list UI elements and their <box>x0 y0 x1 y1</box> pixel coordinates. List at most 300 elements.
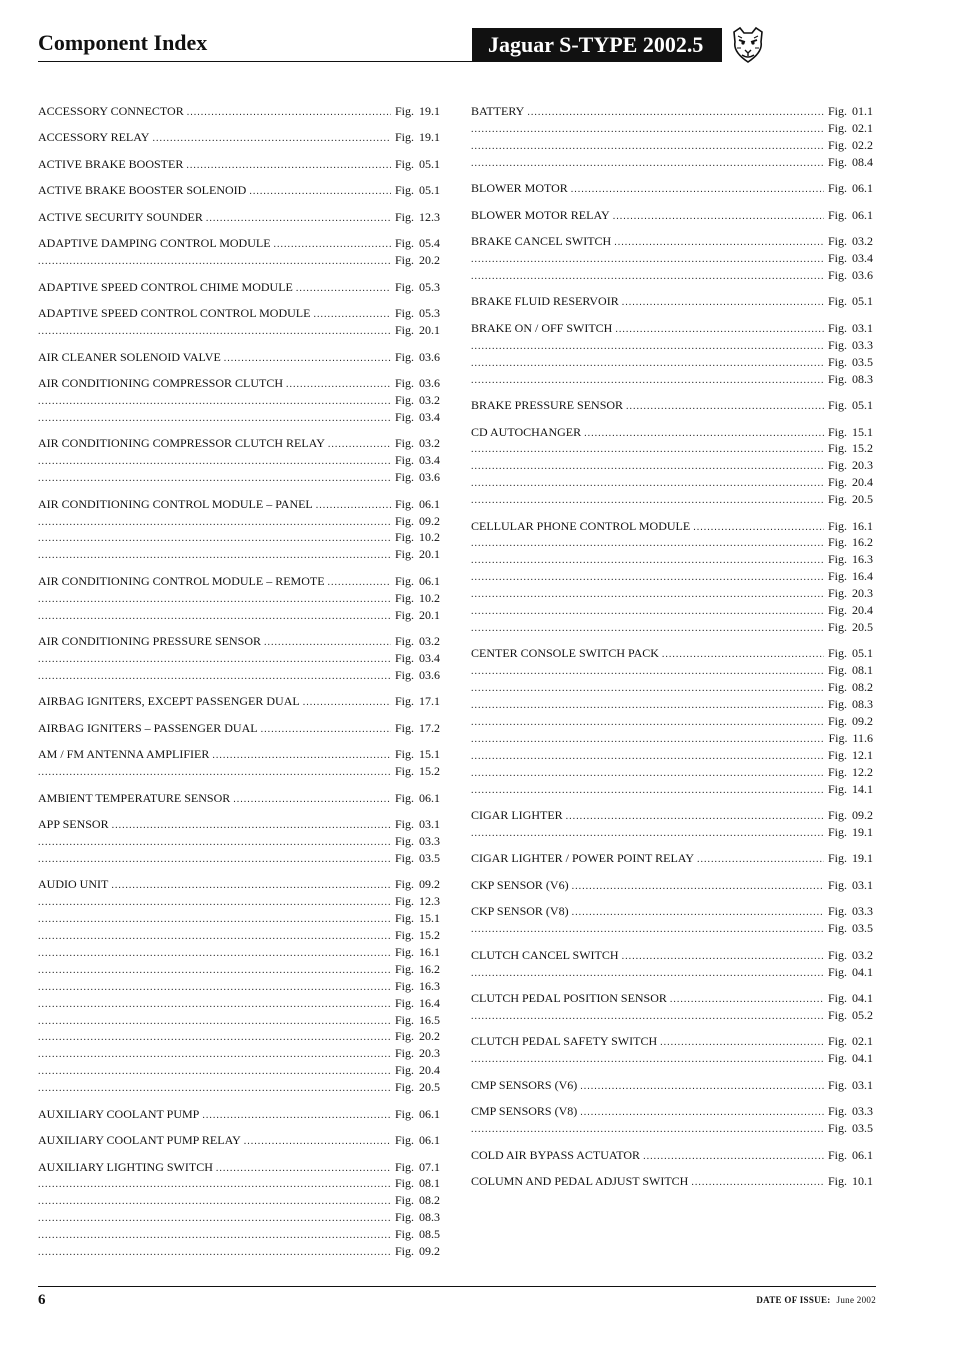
dot-leader <box>622 949 824 966</box>
figure-reference: Fig. 08.5 <box>394 1227 440 1242</box>
dot-leader <box>38 548 391 565</box>
dot-leader <box>38 997 391 1014</box>
index-line <box>38 763 440 780</box>
index-entry <box>38 693 440 710</box>
figure-reference: Fig. 04.1 <box>827 991 873 1006</box>
dot-leader <box>296 281 391 298</box>
index-line <box>38 496 440 513</box>
dot-leader <box>38 515 391 532</box>
component-name: AIR CONDITIONING CONTROL MODULE – PANEL <box>38 496 313 511</box>
index-line <box>471 824 873 841</box>
index-entry <box>38 633 440 684</box>
dot-leader <box>471 536 824 553</box>
figure-reference: Fig. 05.4 <box>394 236 440 251</box>
figure-reference: Fig. 17.1 <box>394 694 440 709</box>
index-line <box>471 730 873 747</box>
index-line <box>38 1045 440 1062</box>
figure-reference: Fig. 15.1 <box>394 911 440 926</box>
index-line <box>471 293 873 310</box>
index-entry <box>38 573 440 624</box>
dot-leader <box>580 1105 824 1122</box>
index-line <box>471 781 873 798</box>
index-line <box>38 182 440 199</box>
figure-reference: Fig. 08.1 <box>394 1176 440 1191</box>
dot-leader <box>697 852 824 869</box>
section-title: Component Index <box>38 30 208 55</box>
dot-leader <box>615 322 824 339</box>
dot-leader <box>527 105 824 122</box>
figure-reference: Fig. 03.1 <box>394 817 440 832</box>
index-entry <box>471 1033 873 1067</box>
dot-leader <box>38 454 391 471</box>
index-line <box>38 279 440 296</box>
index-line <box>38 995 440 1012</box>
component-name: ACTIVE BRAKE BOOSTER SOLENOID <box>38 183 247 198</box>
index-line <box>471 713 873 730</box>
figure-reference: Fig. 20.1 <box>394 607 440 622</box>
figure-reference: Fig. 12.2 <box>827 764 873 779</box>
index-line <box>38 1209 440 1226</box>
component-name: AUXILIARY COOLANT PUMP RELAY <box>38 1133 241 1148</box>
dot-leader <box>38 963 391 980</box>
component-name: AM / FM ANTENNA AMPLIFIER <box>38 747 210 762</box>
index-line <box>471 764 873 781</box>
component-name: CIGAR LIGHTER / POWER POINT RELAY <box>471 851 695 866</box>
figure-reference: Fig. 04.1 <box>827 964 873 979</box>
figure-reference: Fig. 10.2 <box>394 590 440 605</box>
dot-leader <box>471 1009 824 1026</box>
index-line <box>38 305 440 322</box>
index-line <box>471 424 873 441</box>
dot-leader <box>224 351 391 368</box>
figure-reference: Fig. 03.6 <box>394 349 440 364</box>
index-column-right <box>471 103 873 1200</box>
figure-reference: Fig. 09.2 <box>827 713 873 728</box>
component-name: AMBIENT TEMPERATURE SENSOR <box>38 790 231 805</box>
index-line <box>38 209 440 226</box>
dot-leader <box>471 356 824 373</box>
dot-leader <box>38 669 391 686</box>
figure-reference: Fig. 20.4 <box>827 475 873 490</box>
index-entry <box>38 349 440 366</box>
index-line <box>471 1147 873 1164</box>
component-name: CKP SENSOR (V6) <box>471 877 569 892</box>
dot-leader <box>471 698 824 715</box>
index-line <box>471 807 873 824</box>
figure-reference: Fig. 15.2 <box>394 928 440 943</box>
footer-rule <box>38 1286 876 1287</box>
index-entry <box>471 233 873 284</box>
index-line <box>471 679 873 696</box>
component-name: COLUMN AND PEDAL ADJUST SWITCH <box>471 1174 689 1189</box>
index-line <box>38 607 440 624</box>
index-line <box>471 1007 873 1024</box>
dot-leader <box>566 809 824 826</box>
index-entry <box>471 1173 873 1190</box>
figure-reference: Fig. 16.5 <box>394 1012 440 1027</box>
figure-reference: Fig. 02.1 <box>827 1034 873 1049</box>
index-line <box>471 207 873 224</box>
dot-leader <box>186 158 391 175</box>
figure-reference: Fig. 03.2 <box>394 393 440 408</box>
figure-reference: Fig. 11.6 <box>828 730 873 745</box>
index-line <box>38 409 440 426</box>
index-entry <box>38 279 440 296</box>
component-name: CMP SENSORS (V8) <box>471 1104 578 1119</box>
dot-leader <box>38 912 391 929</box>
index-line <box>471 1033 873 1050</box>
figure-reference: Fig. 03.1 <box>827 320 873 335</box>
component-name: AIR CONDITIONING CONTROL MODULE – REMOTE <box>38 573 325 588</box>
figure-reference: Fig. 20.1 <box>394 547 440 562</box>
figure-reference: Fig. 12.3 <box>394 894 440 909</box>
dot-leader <box>274 237 391 254</box>
index-line <box>471 397 873 414</box>
index-entry <box>471 207 873 224</box>
index-line <box>471 491 873 508</box>
figure-reference: Fig. 06.1 <box>394 496 440 511</box>
figure-reference: Fig. 03.2 <box>394 634 440 649</box>
component-name: AUXILIARY COOLANT PUMP <box>38 1106 200 1121</box>
index-line <box>38 322 440 339</box>
index-entry <box>471 424 873 508</box>
figure-reference: Fig. 05.1 <box>394 183 440 198</box>
figure-reference: Fig. 06.1 <box>827 207 873 222</box>
component-name: BLOWER MOTOR <box>471 181 568 196</box>
dot-leader <box>38 1064 391 1081</box>
index-entry <box>38 1132 440 1149</box>
index-line <box>471 457 873 474</box>
figure-reference: Fig. 03.5 <box>827 1121 873 1136</box>
figure-reference: Fig. 16.3 <box>394 978 440 993</box>
figure-reference: Fig. 09.2 <box>394 877 440 892</box>
dot-leader <box>38 929 391 946</box>
dot-leader <box>38 531 391 548</box>
dot-leader <box>249 184 391 201</box>
component-name: BRAKE ON / OFF SWITCH <box>471 320 613 335</box>
index-line <box>38 876 440 893</box>
dot-leader <box>660 1035 824 1052</box>
figure-reference: Fig. 20.5 <box>827 619 873 634</box>
index-line <box>38 1243 440 1260</box>
index-entry <box>471 850 873 867</box>
index-line <box>471 1120 873 1137</box>
component-name: ADAPTIVE SPEED CONTROL CHIME MODULE <box>38 279 293 294</box>
component-name: BRAKE FLUID RESERVOIR <box>471 294 619 309</box>
figure-reference: Fig. 03.2 <box>394 436 440 451</box>
figure-reference: Fig. 08.2 <box>827 680 873 695</box>
index-entry <box>471 947 873 981</box>
component-name: CELLULAR PHONE CONTROL MODULE <box>471 518 691 533</box>
index-line <box>471 662 873 679</box>
figure-reference: Fig. 15.2 <box>394 764 440 779</box>
index-line <box>471 354 873 371</box>
figure-reference: Fig. 09.2 <box>394 1244 440 1259</box>
figure-reference: Fig. 20.5 <box>394 1080 440 1095</box>
index-line <box>38 573 440 590</box>
dot-leader <box>38 946 391 963</box>
page-number: 6 <box>38 1292 46 1308</box>
component-name: ACCESSORY CONNECTOR <box>38 104 184 118</box>
component-name: BRAKE PRESSURE SENSOR <box>471 398 624 413</box>
index-line <box>38 1012 440 1029</box>
dot-leader <box>471 922 824 939</box>
figure-reference: Fig. 03.3 <box>827 337 873 352</box>
dot-leader <box>38 471 391 488</box>
figure-reference: Fig. 06.1 <box>827 1147 873 1162</box>
dot-leader <box>38 411 391 428</box>
figure-reference: Fig. 09.2 <box>827 808 873 822</box>
dot-leader <box>471 122 824 139</box>
index-entry <box>471 1103 873 1137</box>
dot-leader <box>313 307 391 324</box>
index-line <box>38 1226 440 1243</box>
index-line <box>38 103 440 120</box>
index-entry <box>38 435 440 486</box>
index-line <box>471 1077 873 1094</box>
component-name: ACTIVE SECURITY SOUNDER <box>38 209 203 224</box>
component-name: CKP SENSOR (V8) <box>471 904 569 919</box>
index-line <box>38 375 440 392</box>
figure-reference: Fig. 03.4 <box>394 409 440 424</box>
index-line <box>38 693 440 710</box>
index-entry <box>38 209 440 226</box>
dot-leader <box>303 695 391 712</box>
dot-leader <box>471 493 824 510</box>
dot-leader <box>471 476 824 493</box>
index-entry <box>471 990 873 1024</box>
figure-reference: Fig. 12.3 <box>394 209 440 224</box>
dot-leader <box>662 647 824 664</box>
figure-reference: Fig. 05.2 <box>827 1007 873 1022</box>
index-line <box>38 1062 440 1079</box>
component-name: BRAKE CANCEL SWITCH <box>471 234 612 249</box>
figure-reference: Fig. 08.3 <box>827 697 873 712</box>
index-line <box>38 790 440 807</box>
index-line <box>471 947 873 964</box>
figure-reference: Fig. 05.1 <box>827 294 873 309</box>
index-entry <box>38 129 440 146</box>
figure-reference: Fig. 03.2 <box>827 234 873 249</box>
index-line <box>38 720 440 737</box>
figure-reference: Fig. 15.2 <box>827 441 873 456</box>
index-line <box>38 850 440 867</box>
index-line <box>471 518 873 535</box>
dot-leader <box>202 1108 391 1125</box>
dot-leader <box>38 609 391 626</box>
component-name: CLUTCH PEDAL POSITION SENSOR <box>471 991 667 1006</box>
index-line <box>471 585 873 602</box>
figure-reference: Fig. 20.3 <box>827 458 873 473</box>
index-line <box>471 534 873 551</box>
figure-reference: Fig. 16.1 <box>827 518 873 533</box>
figure-reference: Fig. 17.2 <box>394 720 440 735</box>
index-line <box>38 590 440 607</box>
component-name: ADAPTIVE SPEED CONTROL CONTROL MODULE <box>38 306 311 321</box>
dot-leader <box>622 295 824 312</box>
dot-leader <box>471 252 824 269</box>
component-name: ADAPTIVE DAMPING CONTROL MODULE <box>38 236 271 251</box>
figure-reference: Fig. 16.4 <box>827 569 873 584</box>
index-line <box>38 893 440 910</box>
dot-leader <box>693 520 824 537</box>
component-name: CLUTCH CANCEL SWITCH <box>471 947 619 962</box>
figure-reference: Fig. 20.3 <box>827 586 873 601</box>
figure-reference: Fig. 20.3 <box>394 1046 440 1061</box>
index-line <box>38 944 440 961</box>
dot-leader <box>233 792 391 809</box>
dot-leader <box>471 783 824 800</box>
index-entry <box>38 1106 440 1123</box>
dot-leader <box>187 105 391 122</box>
index-line <box>471 1173 873 1190</box>
index-entry <box>471 103 873 171</box>
component-name: AIRBAG IGNITERS – PASSENGER DUAL <box>38 720 258 735</box>
index-entry <box>471 807 873 841</box>
dot-leader <box>38 1228 391 1245</box>
index-line <box>38 469 440 486</box>
component-name: AIR CLEANER SOLENOID VALVE <box>38 349 221 364</box>
figure-reference: Fig. 20.5 <box>827 492 873 507</box>
dot-leader <box>614 235 824 252</box>
index-line <box>471 137 873 154</box>
dot-leader <box>471 732 824 749</box>
dot-leader <box>38 1030 391 1047</box>
index-line <box>471 474 873 491</box>
dot-leader <box>38 1047 391 1064</box>
index-line <box>471 850 873 867</box>
index-entry <box>471 518 873 636</box>
dot-leader <box>471 1052 824 1069</box>
dot-leader <box>471 339 824 356</box>
index-line <box>471 103 873 120</box>
index-line <box>38 1028 440 1045</box>
index-entry <box>38 235 440 269</box>
figure-reference: Fig. 08.3 <box>827 371 873 386</box>
dot-leader <box>626 399 824 416</box>
dot-leader <box>316 498 391 515</box>
dot-leader <box>38 1177 391 1194</box>
component-name: CD AUTOCHANGER <box>471 424 582 439</box>
dot-leader <box>328 437 391 454</box>
index-line <box>38 235 440 252</box>
index-line <box>38 252 440 269</box>
dot-leader <box>264 635 391 652</box>
index-entry <box>38 103 440 120</box>
index-line <box>38 529 440 546</box>
figure-reference: Fig. 02.2 <box>827 137 873 152</box>
component-name: ACTIVE BRAKE BOOSTER <box>38 156 184 171</box>
figure-reference: Fig. 01.1 <box>827 104 873 118</box>
index-line <box>38 513 440 530</box>
figure-reference: Fig. 15.1 <box>827 424 873 439</box>
component-name: BLOWER MOTOR RELAY <box>471 207 610 222</box>
index-line <box>38 816 440 833</box>
index-line <box>38 667 440 684</box>
figure-reference: Fig. 19.1 <box>394 130 440 145</box>
figure-reference: Fig. 03.3 <box>394 834 440 849</box>
index-entry <box>471 1147 873 1164</box>
index-line <box>471 250 873 267</box>
index-line <box>38 1132 440 1149</box>
dot-leader <box>471 1122 824 1139</box>
dot-leader <box>38 324 391 341</box>
index-line <box>38 650 440 667</box>
index-entry <box>38 746 440 780</box>
dot-leader <box>206 211 391 228</box>
jaguar-head-icon <box>730 26 766 64</box>
dot-leader <box>691 1175 824 1192</box>
component-name: COLD AIR BYPASS ACTUATOR <box>471 1147 641 1162</box>
dot-leader <box>471 139 824 156</box>
dot-leader <box>670 992 824 1009</box>
dot-leader <box>38 1211 391 1228</box>
index-line <box>38 927 440 944</box>
figure-reference: Fig. 03.5 <box>394 850 440 865</box>
index-entry <box>38 790 440 807</box>
dot-leader <box>584 426 824 443</box>
dot-leader <box>38 835 391 852</box>
dot-leader <box>471 766 824 783</box>
index-line <box>471 568 873 585</box>
figure-reference: Fig. 16.1 <box>394 945 440 960</box>
index-line <box>471 233 873 250</box>
dot-leader <box>471 373 824 390</box>
index-line <box>471 267 873 284</box>
figure-reference: Fig. 19.1 <box>827 824 873 839</box>
dot-leader <box>471 553 824 570</box>
figure-reference: Fig. 03.6 <box>394 470 440 485</box>
index-line <box>38 1079 440 1096</box>
index-entry <box>38 496 440 564</box>
figure-reference: Fig. 08.4 <box>827 154 873 169</box>
dot-leader <box>38 1081 391 1098</box>
figure-reference: Fig. 05.3 <box>394 279 440 294</box>
component-name: CENTER CONSOLE SWITCH PACK <box>471 646 659 661</box>
dot-leader <box>38 895 391 912</box>
dot-leader <box>152 131 391 148</box>
dot-leader <box>471 826 824 843</box>
dot-leader <box>471 749 824 766</box>
index-line <box>38 129 440 146</box>
dot-leader <box>38 980 391 997</box>
figure-reference: Fig. 08.2 <box>394 1193 440 1208</box>
component-name: ACCESSORY RELAY <box>38 130 150 145</box>
index-entry <box>471 877 873 894</box>
index-line <box>471 551 873 568</box>
index-line <box>471 120 873 137</box>
index-line <box>471 602 873 619</box>
index-line <box>471 964 873 981</box>
dot-leader <box>643 1149 824 1166</box>
index-entry <box>38 1159 440 1260</box>
index-line <box>38 452 440 469</box>
dot-leader <box>471 664 824 681</box>
figure-reference: Fig. 16.3 <box>827 552 873 567</box>
dot-leader <box>38 394 391 411</box>
index-entry <box>38 182 440 199</box>
index-entry <box>38 720 440 737</box>
component-name: AIR CONDITIONING COMPRESSOR CLUTCH <box>38 376 284 391</box>
dot-leader <box>613 209 824 226</box>
index-entry <box>471 1077 873 1094</box>
index-line <box>471 920 873 937</box>
index-line <box>471 1050 873 1067</box>
index-line <box>471 903 873 920</box>
index-line <box>38 1175 440 1192</box>
figure-reference: Fig. 19.1 <box>827 851 873 866</box>
dot-leader <box>471 459 824 476</box>
